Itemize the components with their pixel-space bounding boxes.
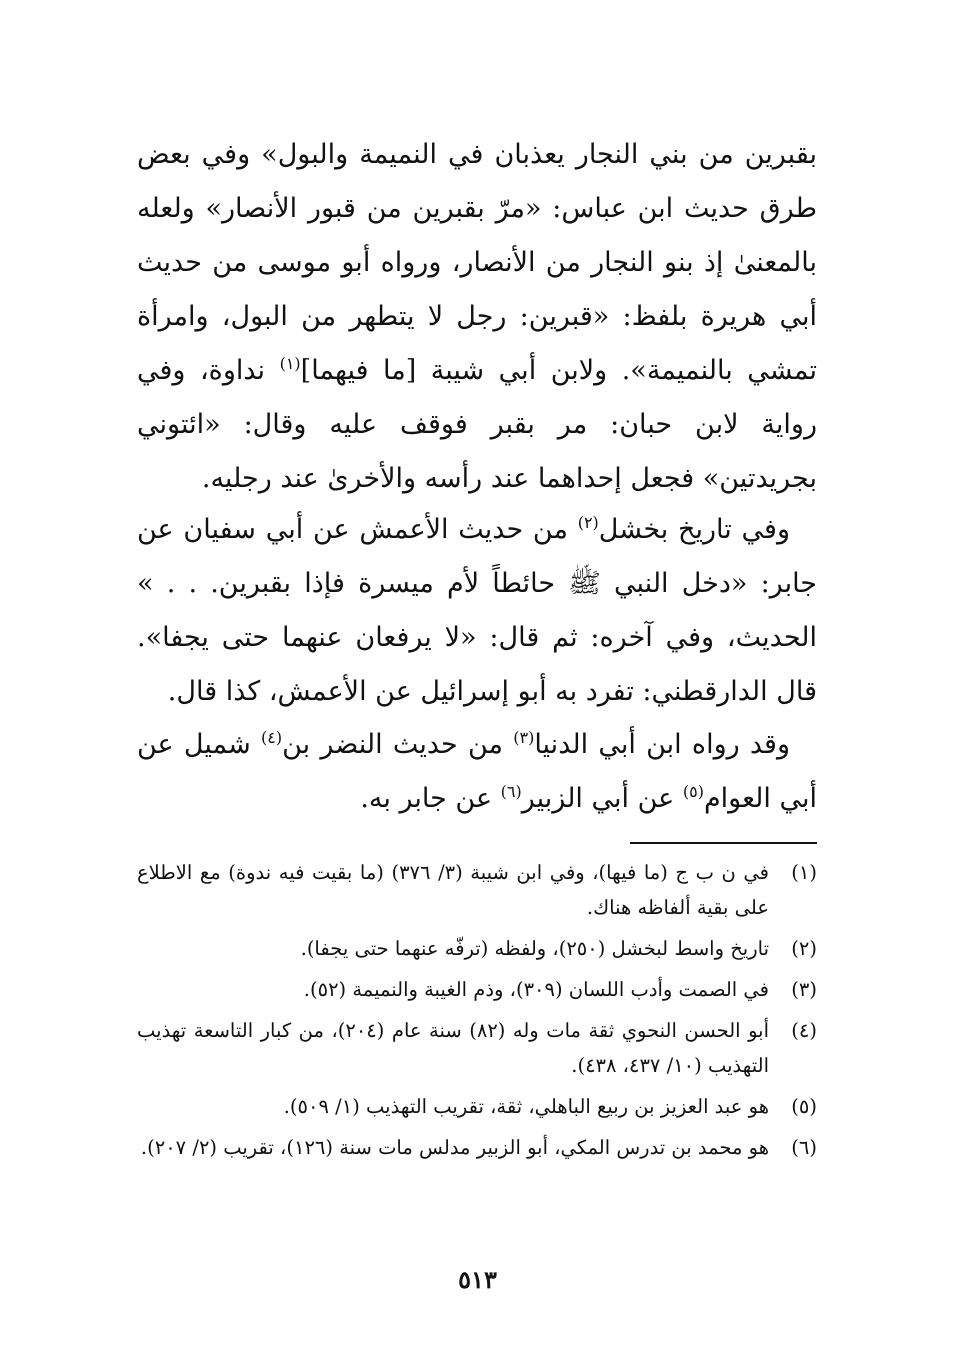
footnote-1 [137, 855, 817, 925]
paragraph-3 [137, 718, 817, 826]
paragraph-2-text-a: وفي تاريخ بخشل [598, 514, 790, 545]
paragraph-1-text-a: بقبرين من بني النجار يعذبان في النميمة والبول» وفي بعض طرق حديث ابن عباس: «مرّ بقبرين من قبور الأنصار» ولعله بالمعنىٰ إذ بنو النجار من الأنصار، ورواه أبو موسى من حديث أبي هريرة بلفظ: «قبرين: رجل لا يتطهر من البول، وامرأة تمشي بالنميمة». ولابن أبي شيبة [ما فيهما] [137, 139, 818, 386]
footnote-4 [137, 1013, 817, 1083]
paragraph-1 [137, 128, 817, 506]
paragraph-3-text-b: من حديث النضر بن [282, 729, 514, 760]
footnote-divider [630, 842, 817, 844]
footnote-6 [137, 1130, 817, 1165]
footnote-text: أبو الحسن النحوي ثقة مات وله (٨٢) سنة عام (٢٠٤)، من كبار التاسعة تهذيب التهذيب (١٠/ ٤٣٧، ٤٣٨). [137, 1019, 770, 1077]
footnote-number: (٢) [791, 937, 817, 960]
paragraph-2-text-b: من حديث الأعمش عن أبي سفيان عن جابر: «دخل النبي ﷺ حائطاً لأم ميسرة فإذا بقبرين. . . » الحديث، وفي آخره: ثم قال: «لا يرفعان عنهما حتى يجفا». قال الدارقطني: تفرد به أبو إسرائيل عن الأعمش، كذا قال. [137, 514, 817, 707]
paragraph-2 [137, 503, 817, 719]
footnote-ref-3[interactable]: (٣) [513, 728, 535, 747]
paragraph-3-text-c: شميل عن أبي العوام [137, 729, 817, 814]
footnote-5 [137, 1089, 817, 1124]
footnote-ref-6[interactable]: (٦) [500, 782, 522, 801]
footnotes-section [137, 855, 817, 1171]
footnote-number: (٥) [791, 1095, 817, 1118]
footnote-ref-5[interactable]: (٥) [682, 782, 704, 801]
footnote-number: (٦) [791, 1136, 817, 1159]
footnote-text: تاريخ واسط لبخشل (٢٥٠)، ولفظه (ترفّه عنهما حتى يجفا). [300, 937, 769, 960]
page-number: ٥١٣ [458, 1265, 497, 1294]
footnote-number: (٣) [791, 978, 817, 1001]
footnote-ref-4[interactable]: (٤) [260, 728, 283, 747]
paragraph-3-text-e: عن جابر به. [360, 783, 501, 814]
paragraph-1-text-b: نداوة، وفي رواية لابن حبان: مر بقبر فوقف عليه وقال: «ائتوني بجريدتين» فجعل إحداهما عند رأسه والأخرىٰ عند رجليه. [137, 355, 817, 494]
footnote-text: هو محمد بن تدرس المكي، أبو الزبير مدلس مات سنة (١٢٦)، تقريب (٢/ ٢٠٧). [140, 1136, 769, 1159]
footnote-text: في الصمت وأدب اللسان (٣٠٩)، وذم الغيبة والنميمة (٥٢). [303, 978, 769, 1001]
footnote-text: هو عبد العزيز بن ربيع الباهلي، ثقة، تقريب التهذيب (١/ ٥٠٩). [283, 1095, 769, 1118]
footnote-text: في ن ب ج (ما فيها)، وفي ابن شيبة (٣/ ٣٧٦) (ما بقيت فيه ندوة) مع الاطلاع على بقية ألفاظه هناك. [137, 861, 769, 919]
footnote-3 [137, 972, 817, 1007]
footnote-number: (١) [791, 861, 817, 884]
footnote-ref-1[interactable]: (١) [279, 354, 301, 373]
paragraph-3-text-a: وقد رواه ابن أبي الدنيا [534, 729, 791, 760]
footnote-ref-2[interactable]: (٢) [577, 513, 599, 532]
footnote-2 [137, 931, 817, 966]
paragraph-3-text-d: عن أبي الزبير [521, 783, 683, 814]
footnote-number: (٤) [791, 1019, 817, 1042]
